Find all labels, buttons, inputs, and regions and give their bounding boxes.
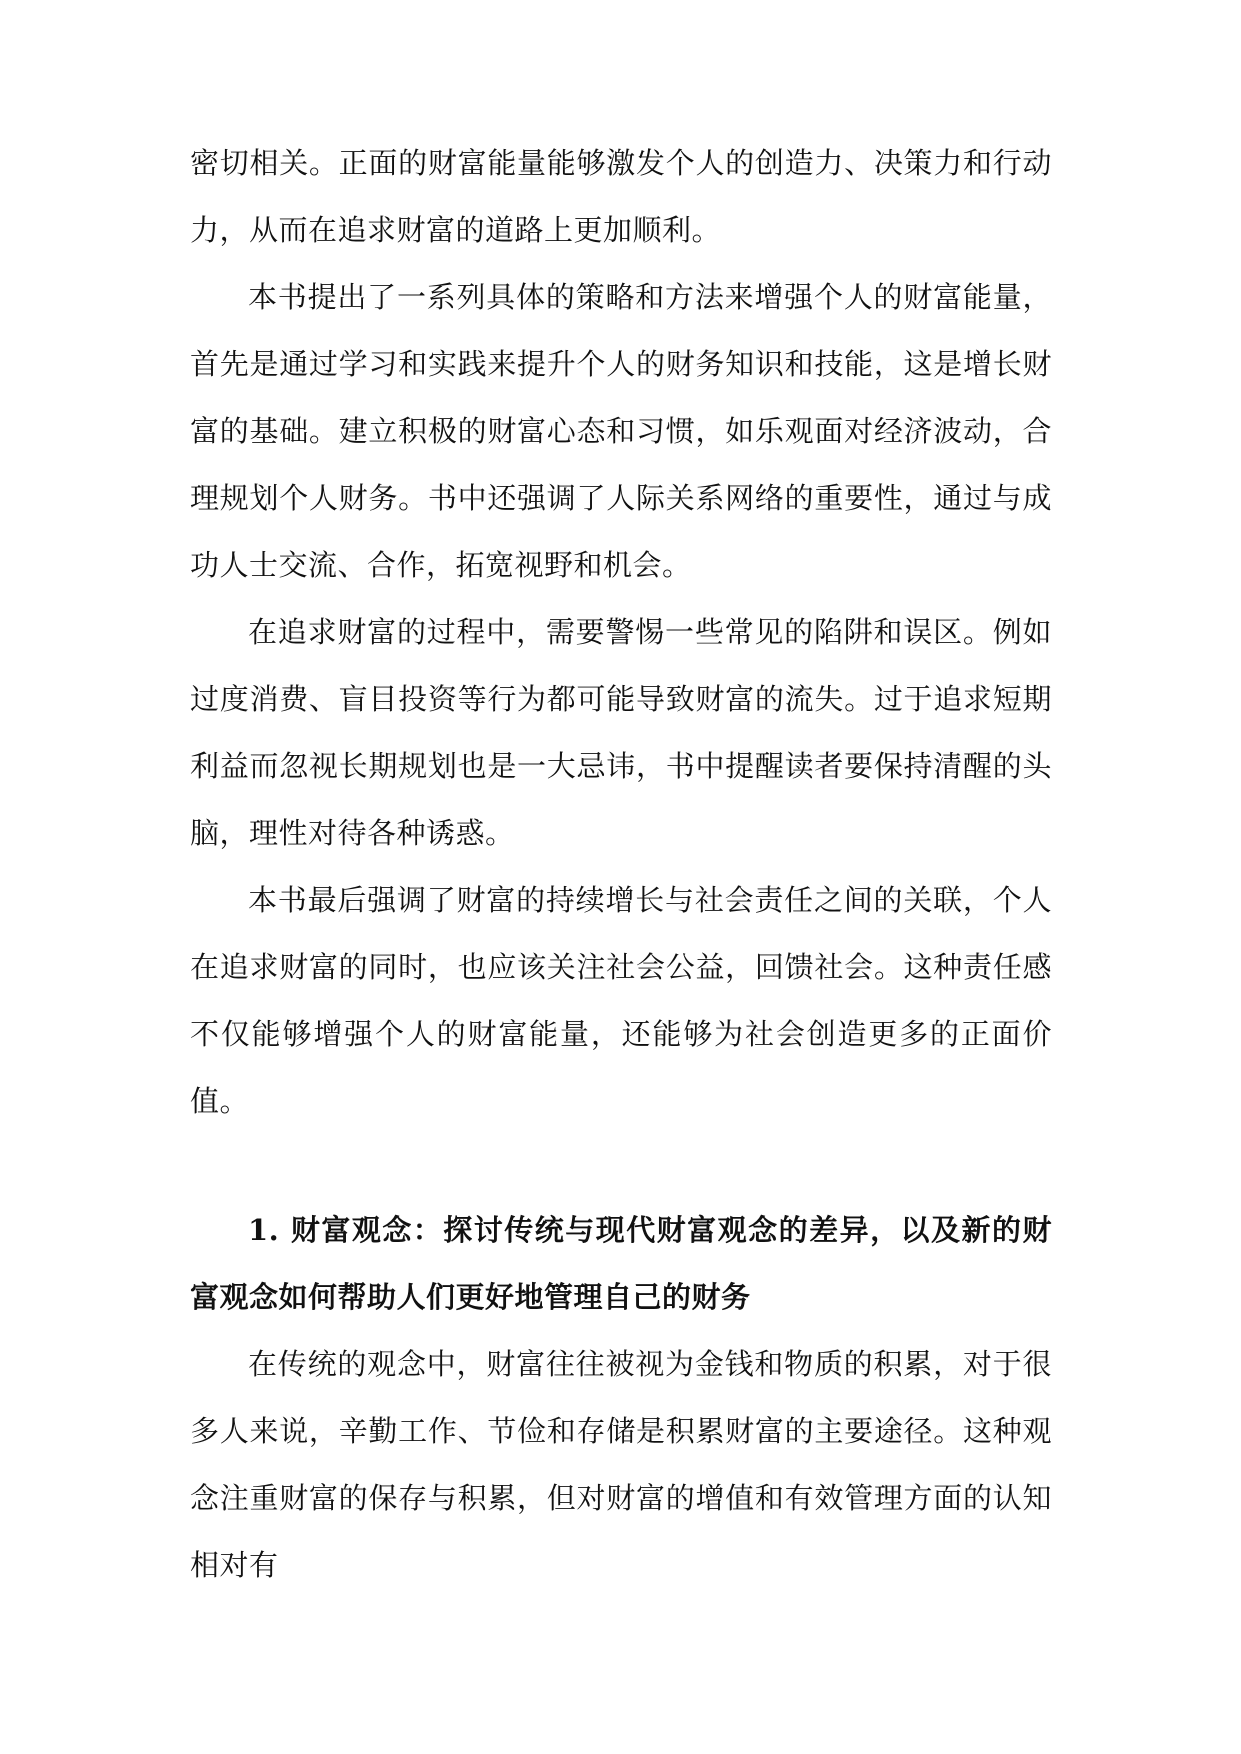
section-title: 财富观念：探讨传统与现代财富观念的差异，以及新的财富观念如何帮助人们更好地管理自己的财务 — [190, 1213, 1052, 1314]
section-heading — [190, 1197, 1052, 1331]
paragraph-pitfalls: 在追求财富的过程中，需要警惕一些常见的陷阱和误区。例如过度消费、盲目投资等行为都可能导致财富的流失。过于追求短期利益而忽视长期规划也是一大忌讳，书中提醒读者要保持清醒的头脑，理性对待各种诱惑。 — [190, 615, 1052, 850]
paragraph-continuation: 密切相关。正面的财富能量能够激发个人的创造力、决策力和行动力，从而在追求财富的道路上更加顺利。 — [190, 146, 1052, 247]
paragraph-strategies: 本书提出了一系列具体的策略和方法来增强个人的财富能量，首先是通过学习和实践来提升个人的财务知识和技能，这是增长财富的基础。建立积极的财富心态和习惯，如乐观面对经济波动，合理规划个人财务。书中还强调了人际关系网络的重要性，通过与成功人士交流、合作，拓宽视野和机会。 — [190, 280, 1052, 582]
document-page — [190, 130, 1052, 1599]
paragraph-traditional-view: 在传统的观念中，财富往往被视为金钱和物质的积累，对于很多人来说，辛勤工作、节俭和存储是积累财富的主要途径。这种观念注重财富的保存与积累，但对财富的增值和有效管理方面的认知相对有 — [190, 1347, 1052, 1582]
paragraph-social-responsibility: 本书最后强调了财富的持续增长与社会责任之间的关联，个人在追求财富的同时，也应该关注社会公益，回馈社会。这种责任感不仅能够增强个人的财富能量，还能够为社会创造更多的正面价值。 — [190, 883, 1052, 1118]
section-number: 1. — [248, 1213, 280, 1247]
